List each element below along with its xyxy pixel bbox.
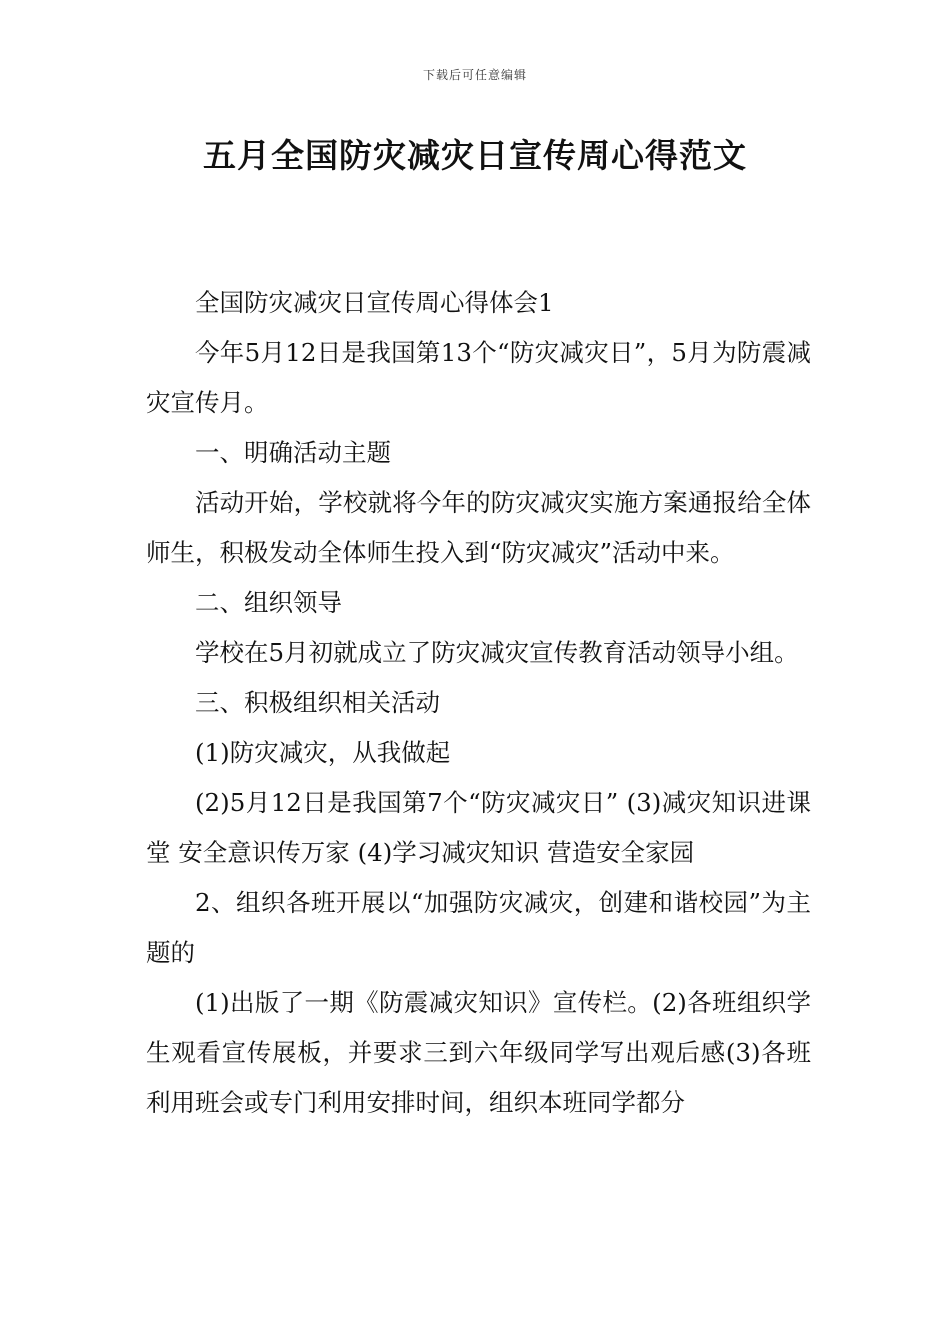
paragraph: 今年5月12日是我国第13个“防灾减灾日”，5月为防震减灾宣传月。 <box>146 338 811 417</box>
document-body <box>146 278 811 1128</box>
header-note: 下载后可任意编辑 <box>422 68 527 82</box>
list-item: (2)5月12日是我国第7个“防灾减灾日” (3)减灾知识进课堂 安全意识传万家 (4)学习减灾知识 营造安全家园 <box>146 788 811 867</box>
page-title: 五月全国防灾减灾日宣传周心得范文 <box>203 136 747 175</box>
paragraph: (1)出版了一期《防震减灾知识》宣传栏。(2)各班组织学生观看宣传展板，并要求三到六年级同学写出观后感(3)各班利用班会或专门利用安排时间，组织本班同学都分 <box>146 988 811 1117</box>
paragraph-subtitle: 全国防灾减灾日宣传周心得体会1 <box>195 288 554 317</box>
list-item: (1)防灾减灾，从我做起 <box>195 738 451 767</box>
section-heading: 一、明确活动主题 <box>195 438 391 467</box>
section-heading: 二、组织领导 <box>195 588 342 617</box>
paragraph: 学校在5月初就成立了防灾减灾宣传教育活动领导小组。 <box>195 638 799 667</box>
paragraph: 2、组织各班开展以“加强防灾减灾，创建和谐校园”为主题的 <box>146 888 811 967</box>
section-heading: 三、积极组织相关活动 <box>195 688 440 717</box>
paragraph: 活动开始，学校就将今年的防灾减灾实施方案通报给全体师生，积极发动全体师生投入到“防灾减灾”活动中来。 <box>146 488 811 567</box>
